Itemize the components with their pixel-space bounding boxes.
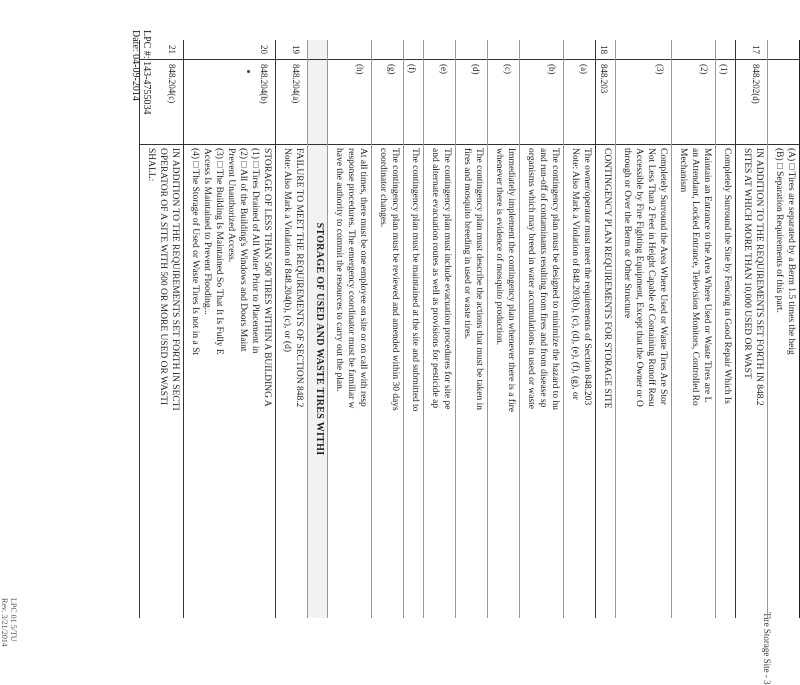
regulation-reference: (2): [672, 60, 715, 145]
checklist-row: [715, 40, 735, 618]
requirement-line: have the authority to commit the resources to carry out the plan.: [334, 148, 344, 392]
checklist-row: [455, 40, 487, 618]
requirement-text: [677, 148, 713, 618]
requirement-line: Access Is Maintained to Prevent Flooding...: [202, 148, 212, 315]
regulation-reference: 848.204(b): [184, 60, 275, 145]
requirement-line: Not Less Than 2 Feet in Height Capable of Containing Runoff Resu: [646, 148, 656, 407]
checklist-row: [139, 40, 183, 618]
requirement-line: STORAGE OF LESS THAN 500 TIRES WITHIN A BUILDING A: [262, 148, 272, 407]
item-number: 18: [596, 40, 615, 60]
requirement-line: Note: Also Mark a Violation of 848.204(b), (c), or (d): [282, 148, 292, 352]
requirement-line: CONTINGENCY PLAN REQUIREMENTS FOR STORAGE SITE: [602, 148, 612, 409]
requirement-line: OPERATOR OF A SITE WITH 500 OR MORE USED OR WASTI: [158, 148, 168, 406]
item-number: [424, 40, 455, 60]
item-number: [564, 40, 595, 60]
regulation-reference: (g): [372, 60, 403, 145]
item-number: 19: [276, 40, 307, 60]
checklist-table: [122, 40, 800, 618]
regulation-reference: (b): [520, 60, 563, 145]
checklist-row: [371, 40, 403, 618]
regulation-reference: 848.203: [596, 60, 615, 145]
requirement-text: [145, 148, 181, 618]
regulation-reference: (3): [616, 60, 671, 145]
checklist-row: [307, 40, 327, 618]
requirement-line: At all times, there must be one employee on site or on call with resp: [358, 148, 368, 407]
checklist-row: [183, 40, 275, 618]
requirement-line: The contingency plan must describe the actions that must be taken in: [474, 148, 484, 410]
requirement-line: FAILURE TO MEET THE REQUIREMENTS OF SECTION 848.2: [294, 148, 304, 408]
item-number: [716, 40, 735, 60]
requirement-line: Note: Also Mark a Violation of 848.203(b), (c), (d), (e), (f), (g), or: [570, 148, 580, 400]
requirement-line: The contingency plan must be maintained at the site and submitted to: [410, 148, 420, 412]
item-number: [404, 40, 423, 60]
regulation-reference: (d): [456, 60, 487, 145]
requirement-line: SHALL:: [146, 148, 156, 182]
requirement-line: and alternate evacuation routes as well as provisions for pesticide ap: [430, 148, 440, 409]
form-id-line1: LPC 01 5/TU: [9, 598, 18, 642]
checklist-row: [563, 40, 595, 618]
checklist-row: [615, 40, 671, 618]
requirement-line: (B) □ Separation Requirements of this part.: [774, 148, 784, 313]
requirement-text: [429, 148, 453, 618]
requirement-line: SITES AT WHICH MORE THAN 10,000 USED OR WAST: [742, 148, 752, 379]
requirement-text: [525, 148, 561, 618]
requirement-line: Prevent Unauthorized Access.: [226, 148, 236, 263]
regulation-reference: (c): [488, 60, 519, 145]
checklist-row: [735, 40, 767, 618]
checklist-row: [423, 40, 455, 618]
requirement-text: [333, 148, 369, 618]
page-label: Tire Storage Site - 3: [762, 612, 772, 685]
requirement-text: [741, 148, 765, 618]
form-id-line2: Rev. 3/21/2014: [0, 598, 9, 647]
item-number: 20: [184, 40, 275, 60]
item-number: [372, 40, 403, 60]
checklist-row: [671, 40, 715, 618]
requirement-line: (3) □ The Building Is Maintained So That It Is Fully E: [214, 148, 224, 355]
requirement-text: [281, 148, 305, 618]
lpc-number: LPC #: 143-4755034: [141, 30, 152, 115]
requirement-line: The contingency plan must be designed to minimize the hazard to hu: [550, 148, 560, 410]
regulation-reference: (h): [328, 60, 371, 145]
item-number: [488, 40, 519, 60]
requirement-line: and run-off of contaminants resulting from fires and from disease sp: [538, 148, 548, 408]
checklist-row: [327, 40, 371, 618]
item-number: [520, 40, 563, 60]
regulation-reference: 848.204(c): [140, 60, 183, 145]
requirement-text: [409, 148, 421, 618]
requirement-text: [621, 148, 669, 618]
item-number: [456, 40, 487, 60]
requirement-text: [773, 148, 797, 618]
requirement-line: through or Over the Berm or Other Structure: [622, 148, 632, 319]
requirement-line: Maintain an Entrance to the Area Where Used or Waste Tires are L: [702, 148, 712, 403]
requirement-text: [377, 148, 401, 618]
item-number: [768, 40, 799, 60]
requirement-line: IN ADDITION TO THE REQUIREMENTS SET FORTH IN 848.2: [754, 148, 764, 406]
regulation-reference: 848.202(d): [736, 60, 767, 145]
requirement-line: (A) □ Tires are separated by a Berm 1.5 times the heig: [786, 148, 796, 355]
checklist-row: [519, 40, 563, 618]
requirement-text: [569, 148, 593, 618]
item-number: [672, 40, 715, 60]
regulation-reference: (a): [564, 60, 595, 145]
inspection-date: Date: 04-09-2014: [130, 30, 141, 101]
requirement-text: [493, 148, 517, 618]
requirement-line: an Attendant, Locked Entrance, Television Monitors, Controlled Ro: [690, 148, 700, 406]
checklist-table-region: [122, 40, 800, 618]
requirement-line: (4) □ The Storage of Used or Waste Tires Is not in a St: [190, 148, 200, 356]
requirement-line: Immediately implement the contingency plan whenever there is a fire: [506, 148, 516, 413]
checklist-row: [403, 40, 423, 618]
item-number: [616, 40, 671, 60]
regulation-reference: 848.204(a): [276, 60, 307, 145]
item-number: [308, 40, 327, 60]
requirement-line: response procedures. The emergency coordinator must be familiar w: [346, 148, 356, 409]
requirement-line: organisms which may breed in water accumulations in used or waste: [526, 148, 536, 410]
requirement-text: [189, 148, 273, 618]
requirement-line: (2) □ All of the Building's Windows and Doors Maint: [238, 148, 248, 352]
regulation-reference: (f): [404, 60, 423, 145]
requirement-line: coordinator changes.: [378, 148, 388, 228]
requirement-text: [461, 148, 485, 618]
item-number: [328, 40, 371, 60]
requirement-line: The contingency plan must include evacuation procedures for site pe: [442, 148, 452, 410]
requirement-line: Mechanism: [678, 148, 688, 193]
requirement-line: The contingency plan must be reviewed and amended within 30 days: [390, 148, 400, 411]
item-number: 17: [736, 40, 767, 60]
checklist-row: [487, 40, 519, 618]
checklist-row: [275, 40, 307, 618]
requirement-text: [601, 148, 613, 618]
regulation-reference: (e): [424, 60, 455, 145]
form-id: [0, 598, 18, 647]
item-number: 21: [140, 40, 183, 60]
regulation-reference: (1): [716, 60, 735, 145]
requirement-line: Accessible by Fire Fighting Equipment, Except that the Owner or O: [634, 148, 644, 407]
requirement-text: [721, 148, 733, 618]
checklist-row: [767, 40, 799, 618]
checklist-row: [595, 40, 615, 618]
requirement-line: Completely Surround the Site by Fencing in Good Repair Which Is: [722, 148, 732, 404]
requirement-line: whenever there is evidence of mosquito production.: [494, 148, 504, 346]
requirement-line: The owner/operator must meet the requirements of Section 848.203: [582, 148, 592, 406]
requirement-line: IN ADDITION TO THE REQUIREMENTS SET FORTH IN SECTI: [170, 148, 180, 411]
requirement-text: [313, 60, 325, 618]
requirement-line: (1) □ Tires Drained of All Water Prior to Placement in: [250, 148, 260, 354]
requirement-line: fires and mosquito breeding in used or waste tires.: [462, 148, 472, 340]
requirement-line: Completely Surround the Area Where Used or Waste Tires Are Stor: [658, 148, 668, 405]
regulation-reference: [768, 60, 799, 145]
section-heading: STORAGE OF USED AND WASTE TIRES WITHI: [314, 222, 325, 456]
